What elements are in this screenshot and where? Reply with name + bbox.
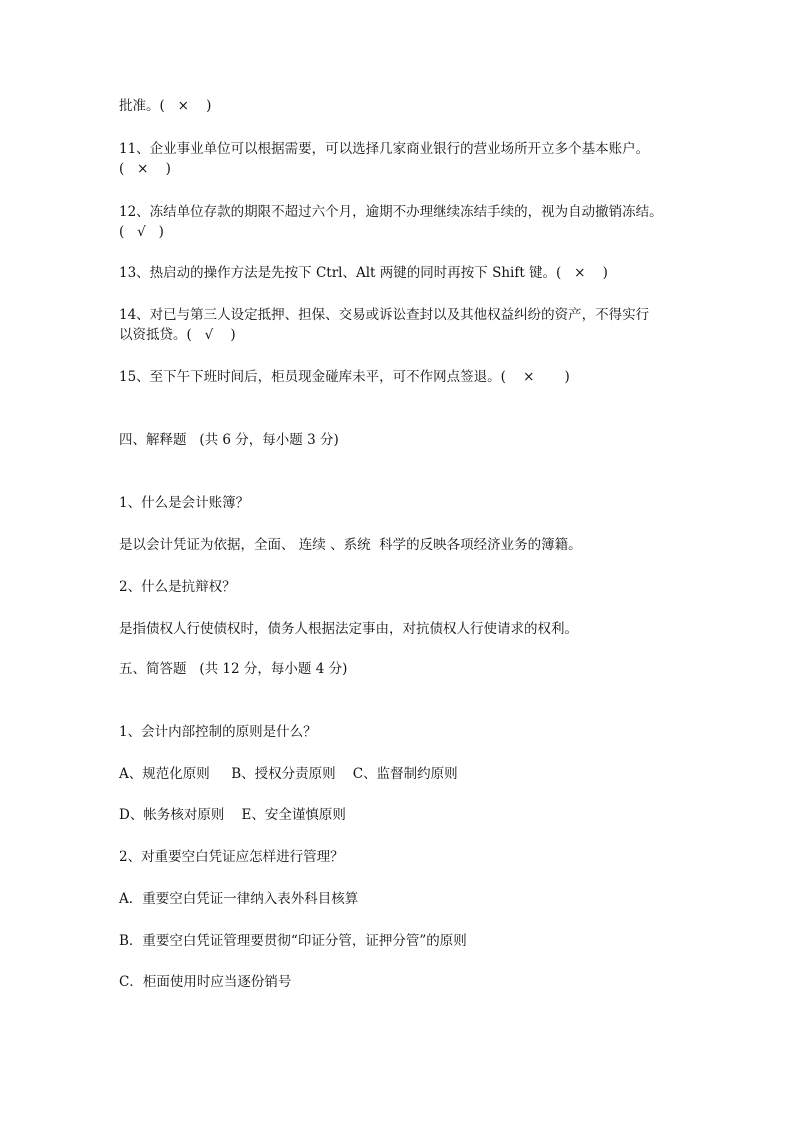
text-line-item-12: 12、冻结单位存款的期限不超过六个月，逾期不办理继续冻结手续的，视为自动撤销冻结。 [119, 204, 663, 220]
answer-principles-de: D、帐务核对原则 E、安全谨慎原则 [119, 807, 346, 823]
question-internal-control: 1、会计内部控制的原则是什么？ [119, 724, 317, 740]
text-line-item-14: 14、对已与第三人设定抵押、担保、交易或诉讼查封以及其他权益纠纷的资产，不得实行 [119, 307, 650, 323]
question-accounting-books: 1、什么是会计账簿？ [119, 495, 250, 511]
answer-accounting-books: 是以会计凭证为依据，全面、 连续 、系统 科学的反映各项经济业务的簿籍。 [119, 537, 582, 553]
answer-voucher-c: C．柜面使用时应当逐份销号 [119, 974, 292, 990]
text-line-item-11-answer: ( × ) [119, 161, 171, 177]
section-heading-explain: 四、解释题 (共 6 分，每小题 3 分) [119, 432, 339, 448]
text-line-item-14-cont: 以资抵贷。( √ ) [119, 327, 236, 343]
text-line-approval: 批准。( × ) [119, 98, 212, 114]
answer-voucher-a: A．重要空白凭证一律纳入表外科目核算 [119, 891, 359, 907]
answer-defense-right: 是指债权人行使债权时，债务人根据法定事由，对抗债权人行使请求的权利。 [119, 621, 578, 637]
text-line-item-13: 13、热启动的操作方法是先按下 Ctrl、Alt 两键的同时再按下 Shift 键。( × ) [119, 265, 608, 281]
text-line-item-15: 15、至下午下班时间后，柜员现金碰库未平，可不作网点签退。( × ) [119, 369, 570, 385]
answer-voucher-b: B．重要空白凭证管理要贯彻“印证分管，证押分管”的原则 [119, 933, 467, 949]
text-line-item-12-answer: ( √ ) [119, 224, 164, 240]
section-heading-short: 五、简答题 (共 12 分，每小题 4 分) [119, 661, 348, 677]
text-line-item-11: 11、企业事业单位可以根据需要，可以选择几家商业银行的营业场所开立多个基本账户。 [119, 141, 650, 157]
question-blank-vouchers: 2、对重要空白凭证应怎样进行管理？ [119, 849, 344, 865]
answer-principles-abc: A、规范化原则 B、授权分责原则 C、监督制约原则 [119, 766, 458, 782]
question-defense-right: 2、什么是抗辩权？ [119, 579, 236, 595]
